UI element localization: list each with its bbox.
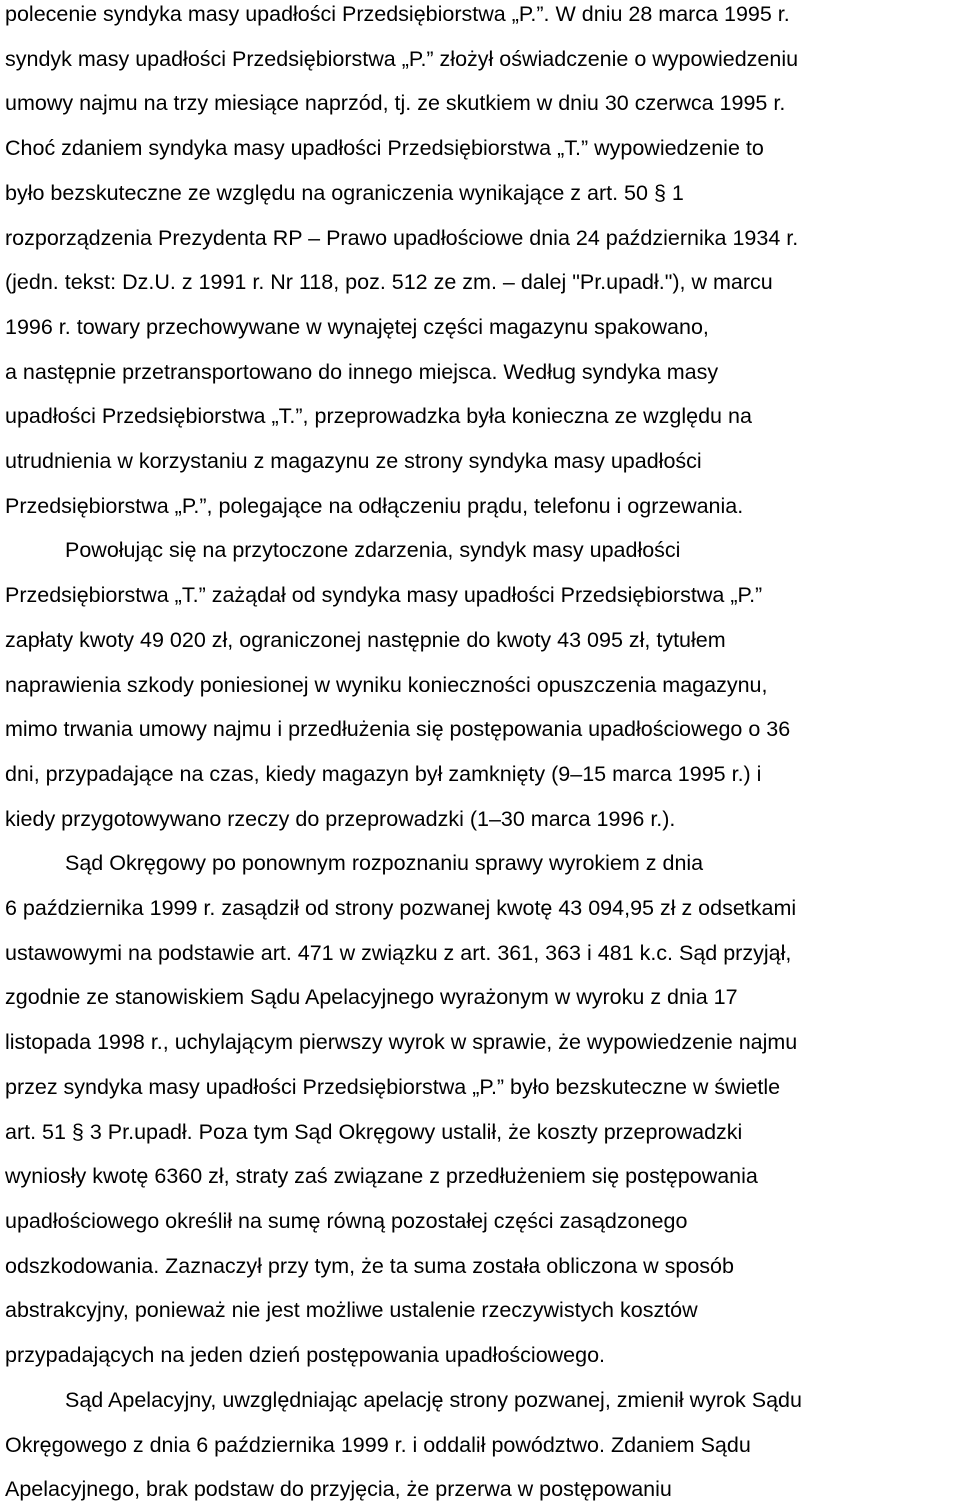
text-line: wyniosły kwotę 6360 zł, straty zaś związane z przedłużeniem się postępowania [5,1164,758,1189]
paragraph-3 [5,841,955,1377]
text-line: Choć zdaniem syndyka masy upadłości Przedsiębiorstwa „T.” wypowiedzenie to [5,136,764,161]
text-line: a następnie przetransportowano do innego miejsca. Według syndyka masy [5,359,719,384]
text-line: Powołując się na przytoczone zdarzenia, syndyk masy upadłości [65,538,681,563]
text-line: Sąd Okręgowy po ponownym rozpoznaniu sprawy wyrokiem z dnia [65,851,704,876]
text-line: Okręgowego z dnia 6 października 1999 r. i oddalił powództwo. Zdaniem Sądu [5,1432,751,1457]
text-line: utrudnienia w korzystaniu z magazynu ze strony syndyka masy upadłości [5,449,702,474]
text-line: kiedy przygotowywano rzeczy do przeprowadzki (1–30 marca 1996 r.). [5,806,676,831]
text-line: zapłaty kwoty 49 020 zł, ograniczonej następnie do kwoty 43 095 zł, tytułem [5,627,726,652]
text-line: mimo trwania umowy najmu i przedłużenia się postępowania upadłościowego o 36 [5,717,791,742]
text-line: (jedn. tekst: Dz.U. z 1991 r. Nr 118, poz. 512 ze zm. – dalej "Pr.upadł."), w marcu [5,270,773,295]
text-line: upadłości Przedsiębiorstwa „T.”, przeprowadzka była konieczna ze względu na [5,404,752,429]
text-line: 6 października 1999 r. zasądził od strony pozwanej kwotę 43 094,95 zł z odsetkami [5,896,797,921]
text-line: Przedsiębiorstwa „P.”, polegające na odłączeniu prądu, telefonu i ogrzewania. [5,493,744,518]
text-line: listopada 1998 r., uchylającym pierwszy wyrok w sprawie, że wypowiedzenie najmu [5,1030,798,1055]
text-line: syndyk masy upadłości Przedsiębiorstwa „P.” złożył oświadczenie o wypowiedzeniu [5,46,799,71]
text-line: odszkodowania. Zaznaczył przy tym, że ta suma została obliczona w sposób [5,1253,734,1278]
text-line: przypadających na jeden dzień postępowania upadłościowego. [5,1343,606,1368]
text-line: Przedsiębiorstwa „T.” zażądał od syndyka masy upadłości Przedsiębiorstwa „P.” [5,583,763,608]
text-line: Sąd Apelacyjny, uwzględniając apelację strony pozwanej, zmienił wyrok Sądu [65,1387,802,1412]
text-line: rozporządzenia Prezydenta RP – Prawo upadłościowe dnia 24 października 1934 r. [5,225,799,250]
text-line: umowy najmu na trzy miesiące naprzód, tj. ze skutkiem w dniu 30 czerwca 1995 r. [5,91,786,116]
document-page [5,0,955,1512]
text-line: przez syndyka masy upadłości Przedsiębiorstwa „P.” było bezskuteczne w świetle [5,1074,781,1099]
text-line: ustawowymi na podstawie art. 471 w związku z art. 361, 363 i 481 k.c. Sąd przyjął, [5,940,792,965]
text-line: Apelacyjnego, brak podstaw do przyjęcia, że przerwa w postępowaniu [5,1477,672,1502]
text-line: dni, przypadające na czas, kiedy magazyn był zamknięty (9–15 marca 1995 r.) i [5,761,762,786]
text-line: 1996 r. towary przechowywane w wynajętej części magazynu spakowano, [5,314,709,339]
text-line: upadłościowego określił na sumę równą pozostałej części zasądzonego [5,1208,688,1233]
paragraph-1 [5,0,955,528]
text-line: naprawienia szkody poniesionej w wyniku konieczności opuszczenia magazynu, [5,672,768,697]
text-line: było bezskuteczne ze względu na ograniczenia wynikające z art. 50 § 1 [5,180,684,205]
text-line: art. 51 § 3 Pr.upadł. Poza tym Sąd Okręgowy ustalił, że koszty przeprowadzki [5,1119,743,1144]
text-line: polecenie syndyka masy upadłości Przedsiębiorstwa „P.”. W dniu 28 marca 1995 r. [5,2,790,26]
paragraph-2 [5,528,955,841]
text-line: zgodnie ze stanowiskiem Sądu Apelacyjnego wyrażonym w wyroku z dnia 17 [5,985,738,1010]
paragraph-4 [5,1378,955,1512]
text-line: abstrakcyjny, ponieważ nie jest możliwe ustalenie rzeczywistych kosztów [5,1298,698,1323]
